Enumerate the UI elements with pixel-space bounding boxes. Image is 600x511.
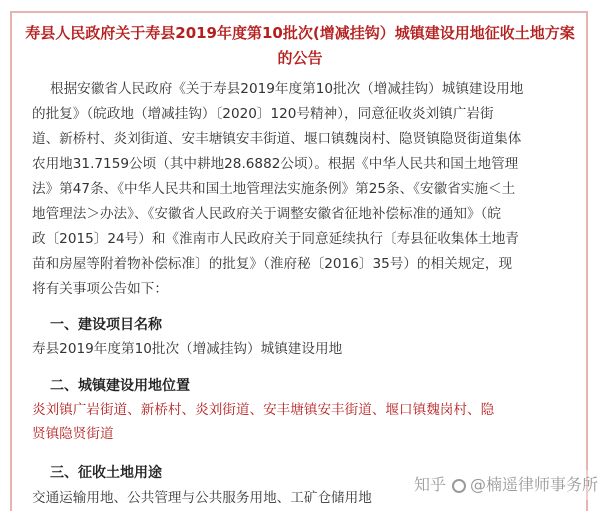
intro-line: 地管理法＞办法》、《安徽省人民政府关于调整安徽省征地补偿标准的通知》（皖 (32, 206, 501, 222)
section-line: 贤镇隐贤街道 (32, 426, 114, 442)
notice-document (10, 11, 588, 511)
section-heading: 一、建设项目名称 (50, 317, 162, 333)
section-line: 寿县2019年度第10批次（增减挂钩）城镇建设用地 (32, 341, 343, 357)
intro-line: 道、新桥村、炎刘街道、安丰塘镇安丰街道、堰口镇魏岗村、隐贤镇隐贤街道集体 (32, 131, 522, 147)
intro-line: 将有关事项公告如下： (32, 281, 168, 297)
zhihu-logo: 知乎 (414, 475, 447, 494)
section-heading: 二、城镇建设用地位置 (50, 378, 190, 394)
intro-line: 法》第47条、《中华人民共和国土地管理法实施条例》第25条、《安徽省实施＜土 (32, 181, 516, 197)
title-line-1: 寿县人民政府关于寿县2019年度第10批次(增减挂钩）城镇建设用地征收土地方案 (25, 24, 575, 42)
watermark-handle: @楠遥律师事务所 (470, 475, 599, 494)
notice-title (22, 21, 578, 71)
watermark (414, 470, 600, 500)
section-line: 炎刘镇广岩街道、新桥村、炎刘街道、安丰塘镇安丰街道、堰口镇魏岗村、隐 (32, 402, 495, 418)
title-line-2: 的公告 (277, 49, 323, 67)
intro-line: 政〔2015〕24号）和《淮南市人民政府关于同意延续执行〔寿县征收集体土地青 (32, 231, 519, 247)
intro-line: 的批复》（皖政地（增减挂钩）〔2020〕120号精神），同意征收炎刘镇广岩街 (32, 106, 494, 122)
section-heading: 三、征收土地用途 (50, 465, 162, 481)
user-circle-icon (452, 479, 466, 493)
section-line: 交通运输用地、公共管理与公共服务用地、工矿仓储用地 (32, 490, 372, 506)
intro-line: 农用地31.7159公顷（其中耕地28.6882公顷）。根据《中华人民共和国土地管理 (32, 156, 519, 172)
intro-line: 根据安徽省人民政府《关于寿县2019年度第10批次（增减挂钩）城镇建设用地 (50, 81, 524, 97)
intro-line: 苗和房屋等附着物补偿标准〕的批复》（淮府秘〔2016〕35号）的相关规定，现 (32, 256, 513, 272)
